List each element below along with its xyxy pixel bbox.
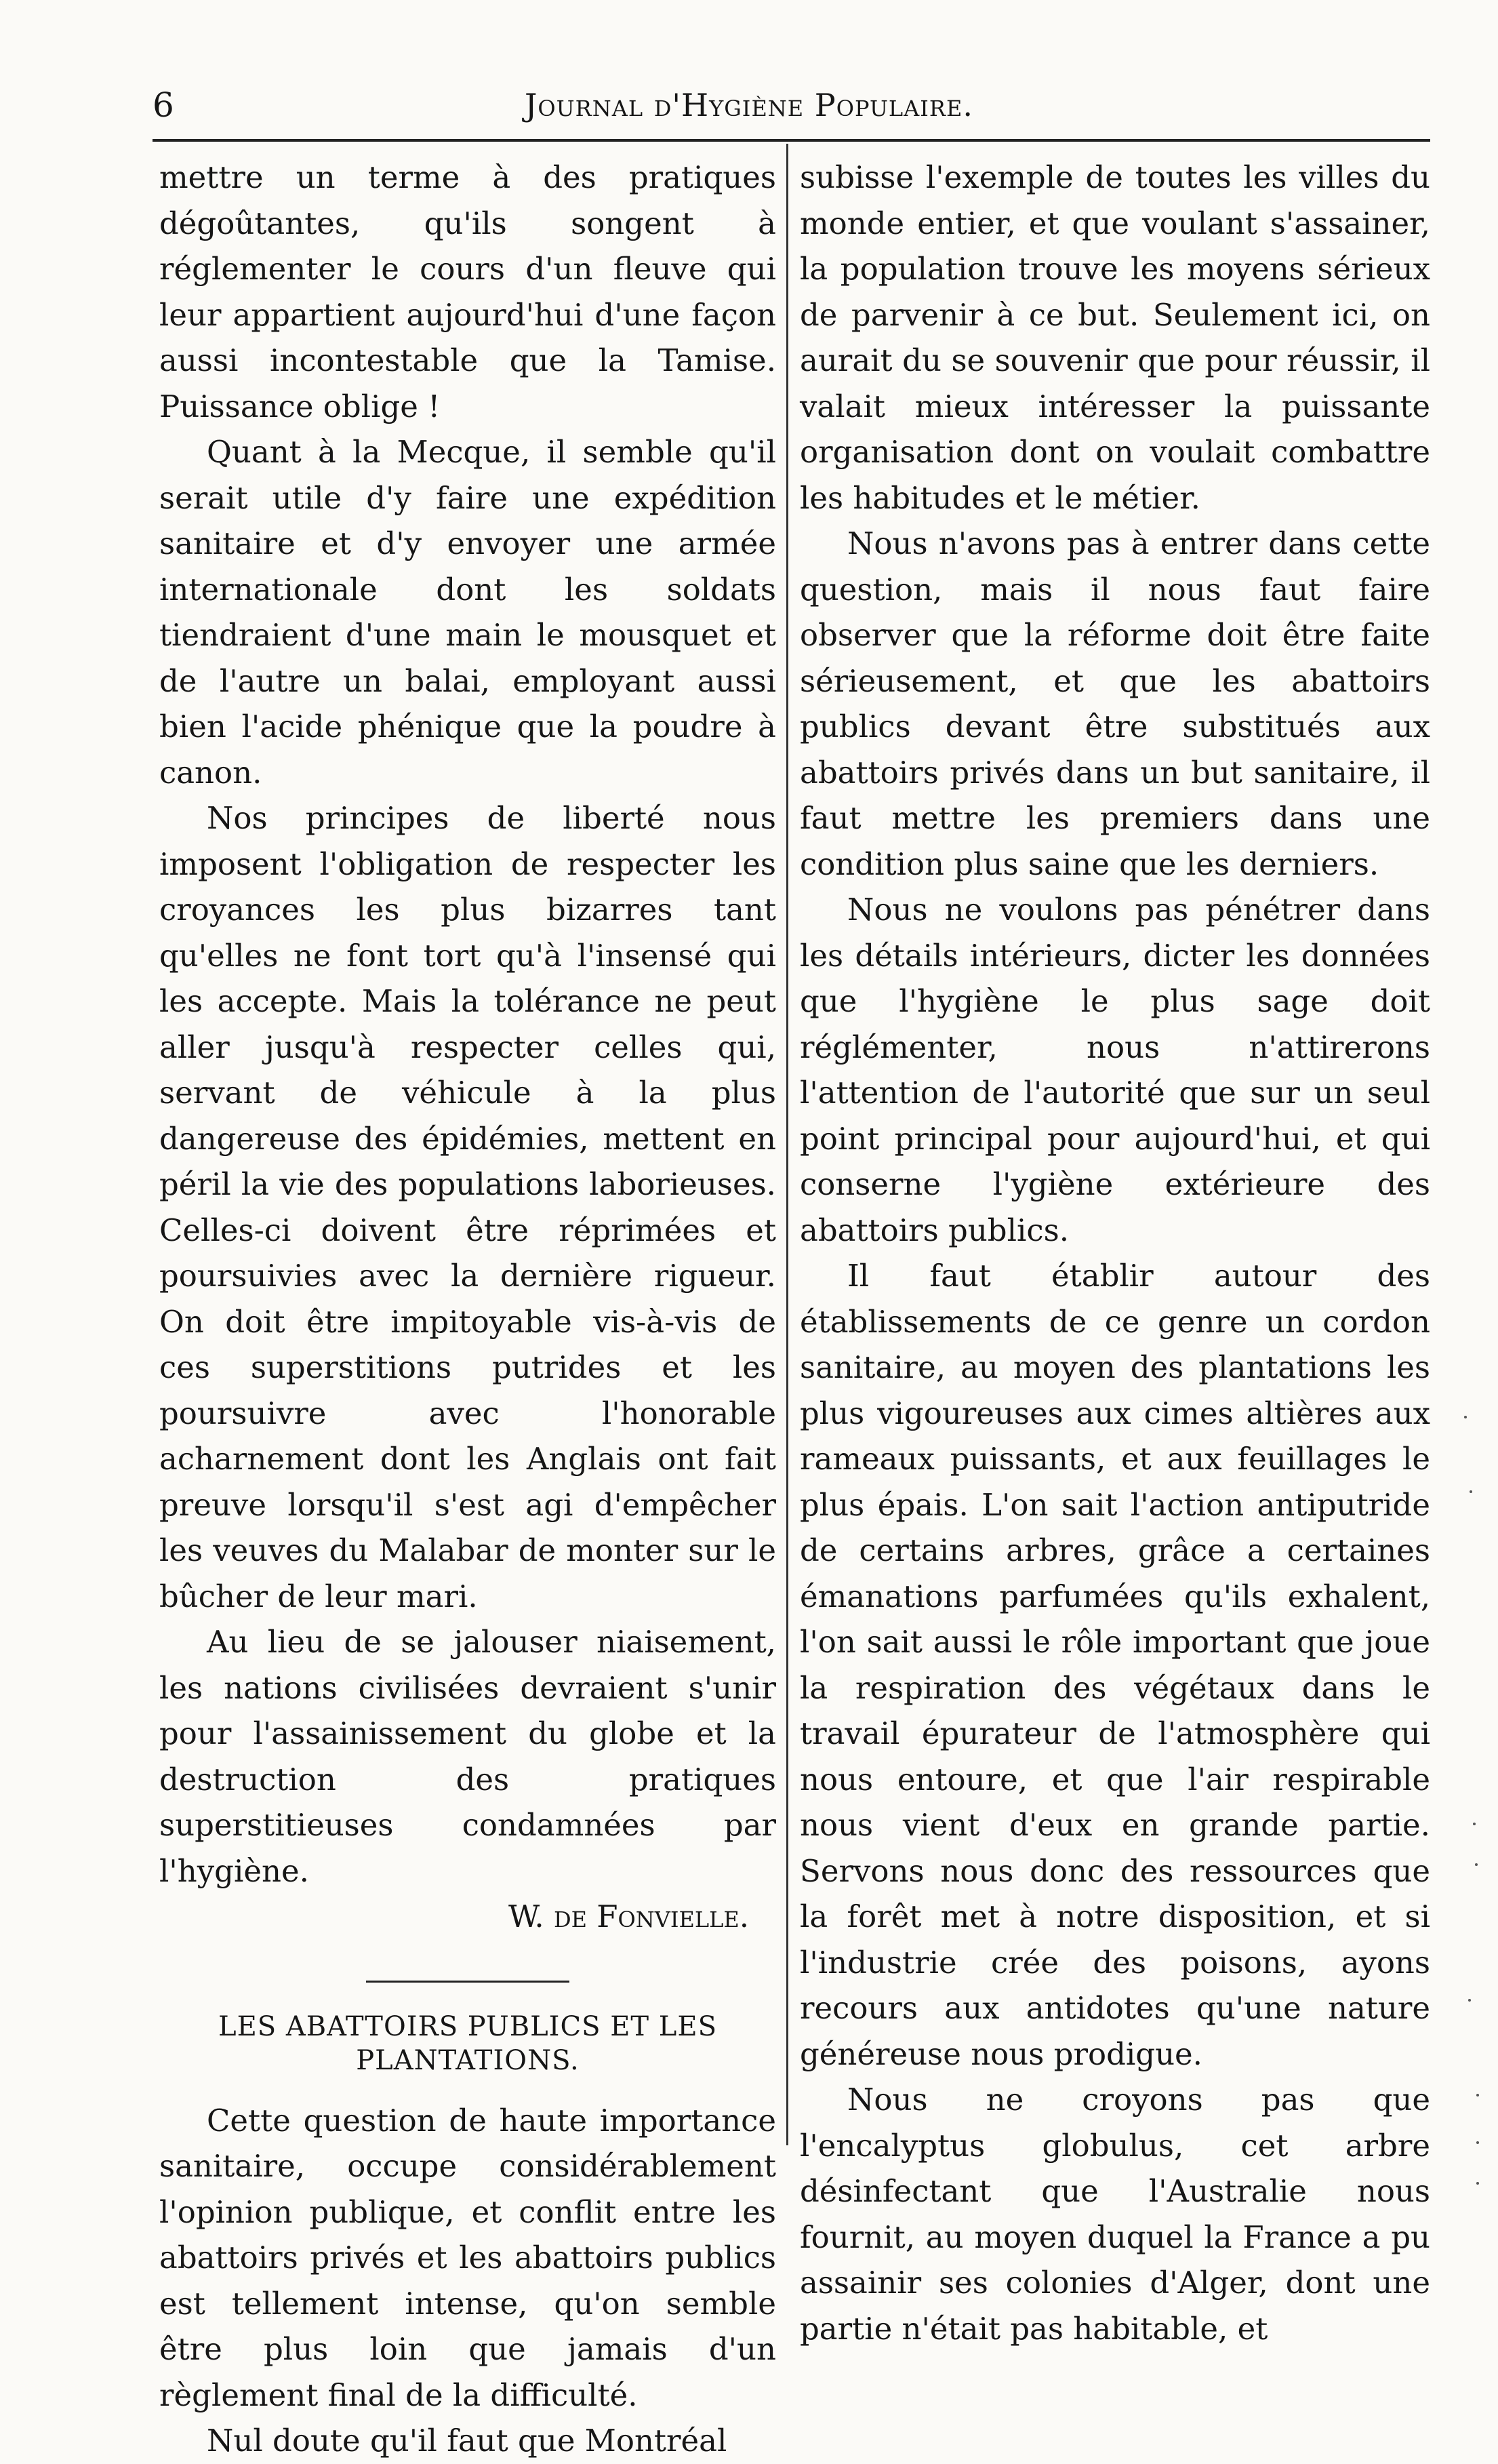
paragraph: Au lieu de se jalouser niaisement, les nations civilisées devraient s'unir pour l'assainissement du globe et la destruction des pratiques superstitieuses condamnées par l'hygiène. <box>159 1624 776 1889</box>
journal-title: Journal d'Hygiène Populaire. <box>524 87 973 123</box>
paragraph: Il faut établir autour des établissements de ce genre un cordon sanitaire, au moyen des plantations les plus vigoureuses aux cimes altières aux rameaux puissants, et aux feuillages le plus épais. L'on sait l'action antiputride de certains arbres, grâce a certaines émanations parfumées qu'ils exhalent, l'on sait aussi le rôle important que joue la respiration des végétaux dans le travail épurateur de l'atmosphère qui nous entoure, et que l'air respirable nous vient d'eux en grande partie. Servons nous donc des ressources que la forêt met à notre disposition, et si l'industrie crée des poisons, ayons recours aux antidotes qu'une nature généreuse nous prodigue. <box>800 1258 1430 2072</box>
running-head <box>0 81 1498 136</box>
paragraph: Nous ne voulons pas pénétrer dans les détails intérieurs, dicter les données que l'hygiène le plus sage doit réglémenter, nous n'attirerons l'attention de l'autorité que sur un seul point principal pour aujourd'hui, et qui conserne l'ygiène extérieure des abattoirs publics. <box>800 892 1430 1248</box>
section-heading: LES ABATTOIRS PUBLICS ET LES PLANTATIONS. <box>218 2010 717 2076</box>
paragraph: Nos principes de liberté nous imposent l'obligation de respecter les croyances les plus bizarres tant qu'elles ne font tort qu'à l'insensé qui les accepte. Mais la tolérance ne peut aller jusqu'à respecter celles qui, servant de véhicule à la plus dangereuse des épidémies, mettent en péril la vie des populations laborieuses. Celles-ci doivent être réprimées et poursuivies avec la dernière rigueur. On doit être impitoyable vis-à-vis de ces superstitions putrides et les poursuivre avec l'honorable acharnement dont les Anglais ont fait preuve lorsqu'il s'est agi d'empêcher les veuves du Malabar de monter sur le bûcher de leur mari. <box>159 800 776 1614</box>
right-column <box>800 155 1430 2351</box>
paragraph: Nul doute qu'il faut que Montréal <box>207 2423 727 2459</box>
paragraph: mettre un terme à des pratiques dégoûtantes, qu'ils songent à réglementer le cours d'un fleuve qui leur appartient aujourd'hui d'une façon aussi incontestable que la Tamise. Puissance oblige ! <box>159 159 776 424</box>
author-signature: W. de Fonvielle. <box>508 1899 749 1934</box>
left-column <box>159 155 776 2464</box>
page-number: 6 <box>153 85 174 125</box>
margin-specks <box>1457 1390 1484 2204</box>
header-rule <box>153 139 1430 142</box>
paragraph: Nous ne croyons pas que l'encalyptus globulus, cet arbre désinfectant que l'Australie nous fournit, au moyen duquel la France a pu assainir ses colonies d'Alger, dont une partie n'était pas habitable, et <box>800 2082 1430 2347</box>
paragraph: Nous n'avons pas à entrer dans cette question, mais il nous faut faire observer que la réforme doit être faite sérieusement, et que les abattoirs publics devant être substitués aux abattoirs privés dans un but sanitaire, il faut mettre les premiers dans une condition plus saine que les derniers. <box>800 525 1430 882</box>
section-separator <box>366 1981 569 1983</box>
paragraph: Cette question de haute importance sanitaire, occupe considérablement l'opinion publique, et conflit entre les abattoirs privés et les abattoirs publics est tellement intense, qu'on semble être plus loin que jamais d'un règlement final de la difficulté. <box>159 2102 776 2413</box>
column-divider <box>786 144 788 2145</box>
paragraph: subisse l'exemple de toutes les villes du monde entier, et que voulant s'assainer, la population trouve les moyens sérieux de parvenir à ce but. Seulement ici, on aurait du se souvenir que pour réussir, il valait mieux intéresser la puissante organisation dont on voulait combattre les habitudes et le métier. <box>800 159 1430 516</box>
paragraph: Quant à la Mecque, il semble qu'il serait utile d'y faire une expédition sanitaire et d'y envoyer une armée internationale dont les soldats tiendraient d'une main le mousquet et de l'autre un balai, employant aussi bien l'acide phénique que la poudre à canon. <box>159 434 776 791</box>
